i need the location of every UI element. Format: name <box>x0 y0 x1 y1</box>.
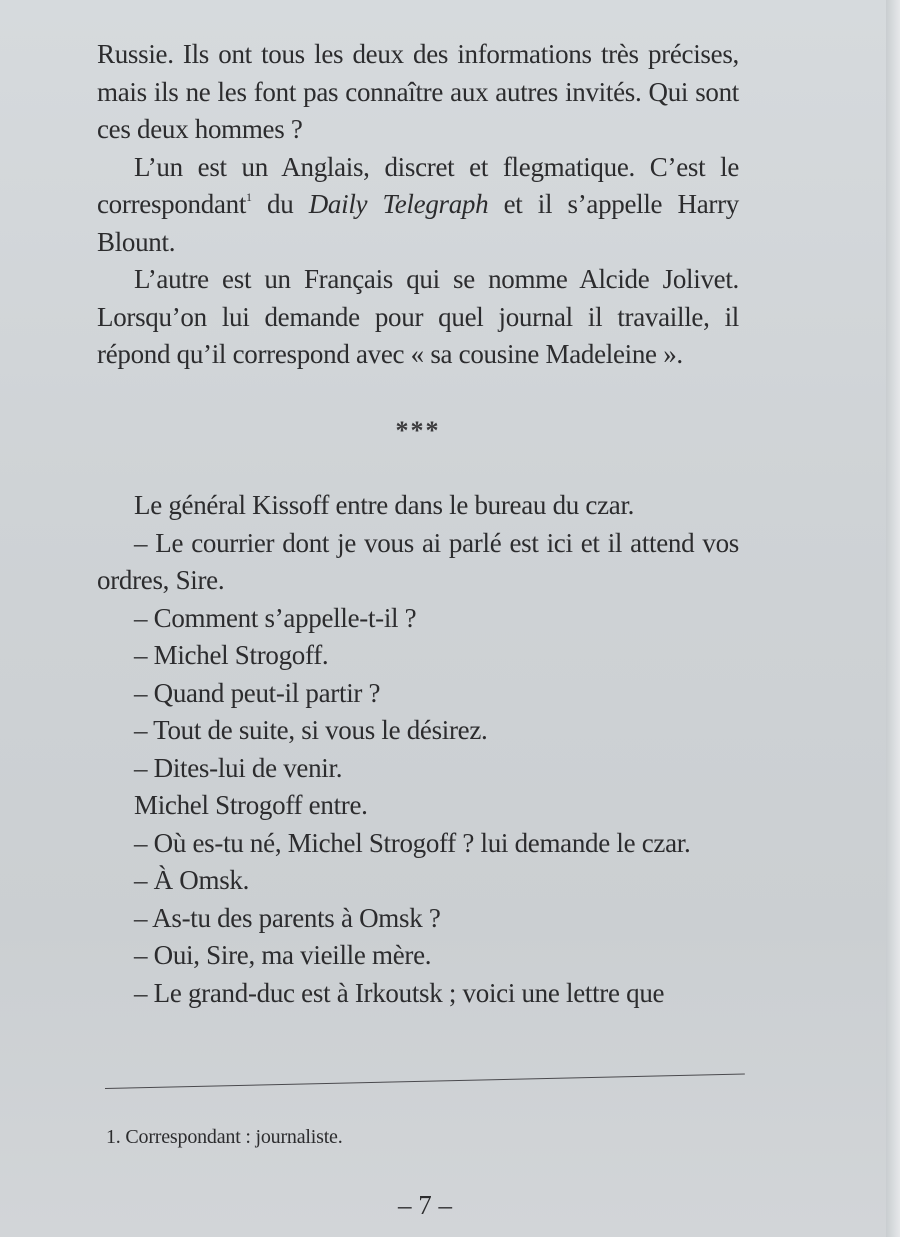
paragraph-3: L’autre est un Français qui se nomme Alcide Jolivet. Lorsqu’on lui demande pour quel journal il travaille, il répond qu’il correspond avec « sa cousine Madeleine ». <box>97 264 739 369</box>
newspaper-title: Daily Telegraph <box>308 189 489 219</box>
dialogue-line: – Le grand-duc est à Irkoutsk ; voici une lettre que <box>134 977 665 1008</box>
dialogue-line: – Michel Strogoff. <box>134 640 329 670</box>
paragraph-2-start: L’un est un Anglais, discret et flegmatique. C’est le correspondant <box>97 151 739 219</box>
dialogue-line: – À Omsk. <box>134 865 250 895</box>
dialogue-line: – Le courrier dont je vous ai parlé est ici et il attend vos ordres, Sire. <box>97 527 739 595</box>
page-edge <box>886 0 900 1237</box>
footnote: 1. Correspondant : journaliste. <box>106 1126 343 1148</box>
scene-intro: Le général Kissoff entre dans le bureau du czar. <box>134 490 635 520</box>
dialogue-line: – Tout de suite, si vous le désirez. <box>134 715 488 745</box>
dialogue-line: – Où es-tu né, Michel Strogoff ? lui demande le czar. <box>134 827 691 858</box>
dialogue-line: – Oui, Sire, ma vieille mère. <box>134 940 432 970</box>
section-separator: *** <box>395 415 441 445</box>
dialogue-line: – Comment s’appelle-t-il ? <box>134 602 417 633</box>
paragraph-1: Russie. Ils ont tous les deux des informations très précises, mais ils ne les font pas connaître aux autres invités. Qui sont ces deux hommes ? <box>97 39 739 144</box>
paragraph-2-end: et il s’appelle Harry Blount. <box>97 189 739 257</box>
footnote-divider <box>105 1073 745 1090</box>
narration-line: Michel Strogoff entre. <box>134 790 368 820</box>
paragraph-2-mid: du <box>251 189 309 219</box>
dialogue-line: – Dites-lui de venir. <box>134 752 343 783</box>
page-number: – 7 – <box>398 1190 452 1220</box>
dialogue-line: – Quand peut-il partir ? <box>134 677 381 708</box>
dialogue-scene <box>97 487 739 1012</box>
paragraph-2 <box>97 149 739 262</box>
footnote-reference[interactable]: 1 <box>246 190 252 204</box>
dialogue-line: – As-tu des parents à Omsk ? <box>134 902 441 933</box>
body-text <box>97 36 739 1012</box>
